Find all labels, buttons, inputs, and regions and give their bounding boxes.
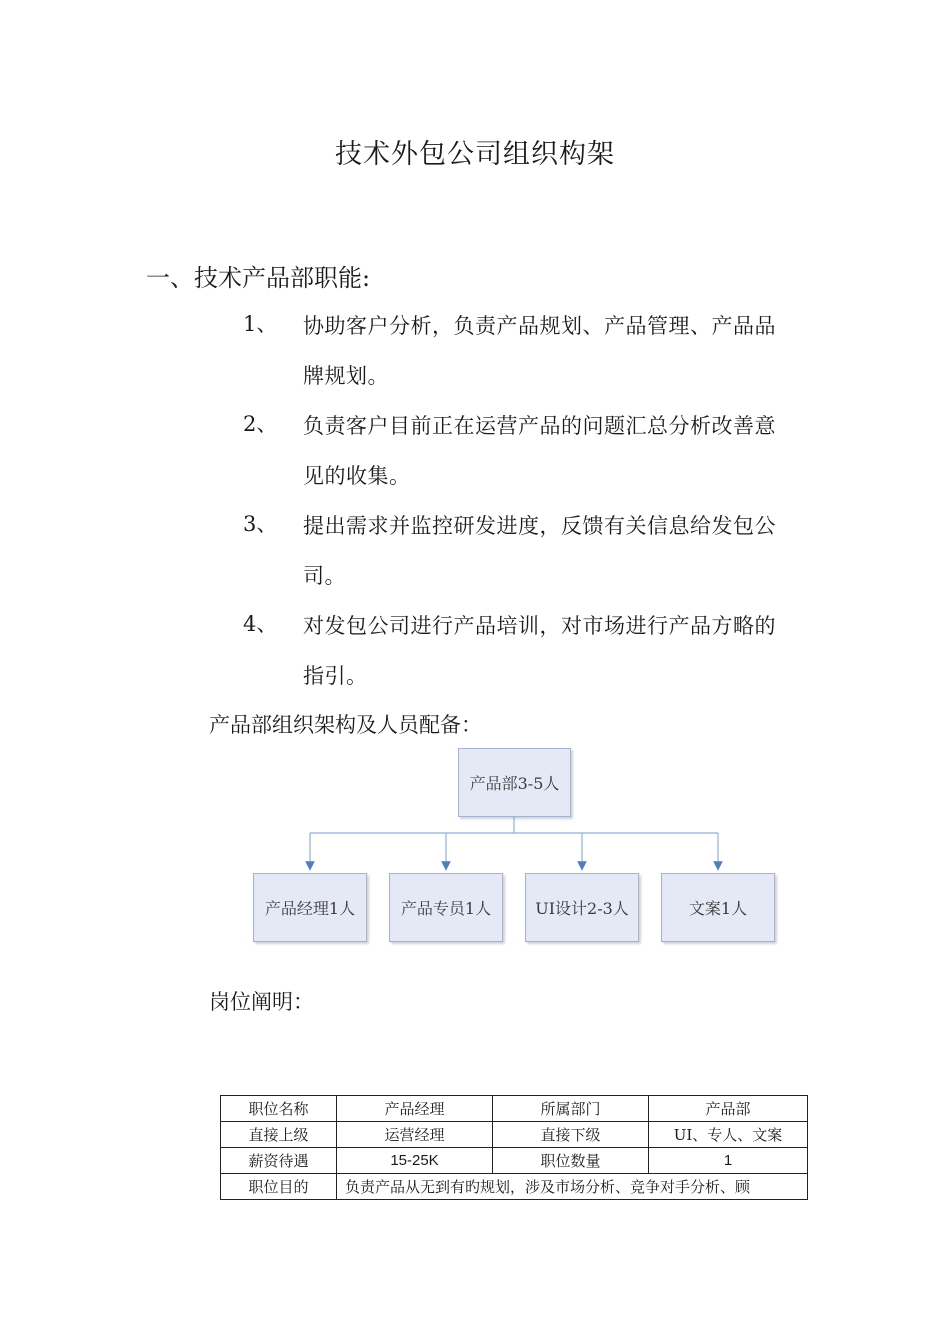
table-cell: 职位目的: [221, 1174, 337, 1200]
table-cell: 所属部门: [493, 1096, 649, 1122]
item-number: 4、: [243, 612, 278, 636]
item-text-line: 协助客户分析，负责产品规划、产品管理、产品品: [303, 314, 776, 338]
table-row: [221, 1122, 808, 1148]
table-cell: 运营经理: [337, 1122, 493, 1148]
table-cell: 产品部: [649, 1096, 808, 1122]
table-row: [221, 1148, 808, 1174]
table-cell: 职位数量: [493, 1148, 649, 1174]
item-text-line: 对发包公司进行产品培训，对市场进行产品方略的: [303, 614, 776, 638]
org-child-label: 文案1人: [688, 899, 748, 918]
page-title: 技术外包公司组织构架: [335, 139, 615, 170]
section-heading: 一、技术产品部职能:: [146, 264, 371, 292]
table-cell: 直接上级: [221, 1122, 337, 1148]
org-child-label: 产品经理1人: [264, 899, 356, 918]
item-number: 2、: [243, 412, 278, 436]
org-child-box: [253, 873, 367, 942]
org-child-label: UI设计2-3人: [535, 899, 629, 918]
table-cell: 15-25K: [337, 1148, 493, 1174]
table-cell: UI、专人、文案: [649, 1122, 808, 1148]
item-text-line: 负责客户目前正在运营产品的问题汇总分析改善意: [303, 414, 776, 438]
item-text-line: 牌规划。: [303, 364, 389, 388]
org-child-box: [389, 873, 503, 942]
org-root-label: 产品部3-5人: [469, 774, 560, 793]
table-cell: 薪资待遇: [221, 1148, 337, 1174]
org-heading: 产品部组织架构及人员配备：: [209, 713, 482, 737]
item-number: 1、: [243, 312, 278, 336]
item-text-line: 提出需求并监控研发进度，反馈有关信息给发包公: [303, 514, 776, 538]
table-cell: 职位名称: [221, 1096, 337, 1122]
org-child-box: [525, 873, 639, 942]
table-cell: 产品经理: [337, 1096, 493, 1122]
job-info-table: [220, 1095, 808, 1200]
table-cell: 1: [649, 1148, 808, 1174]
table-row: [221, 1174, 808, 1200]
table-cell: 负责产品从无到有旳规划，涉及市场分析、竞争对手分析、顾: [337, 1174, 808, 1200]
jobs-heading: 岗位阐明：: [209, 990, 314, 1014]
item-text-line: 见的收集。: [303, 464, 411, 488]
item-number: 3、: [243, 512, 278, 536]
org-child-box: [661, 873, 775, 942]
table-cell: 直接下级: [493, 1122, 649, 1148]
org-child-label: 产品专员1人: [400, 899, 492, 918]
org-root-box: [458, 748, 571, 817]
table-row: [221, 1096, 808, 1122]
item-text-line: 指引。: [303, 664, 368, 688]
item-text-line: 司。: [303, 564, 346, 588]
